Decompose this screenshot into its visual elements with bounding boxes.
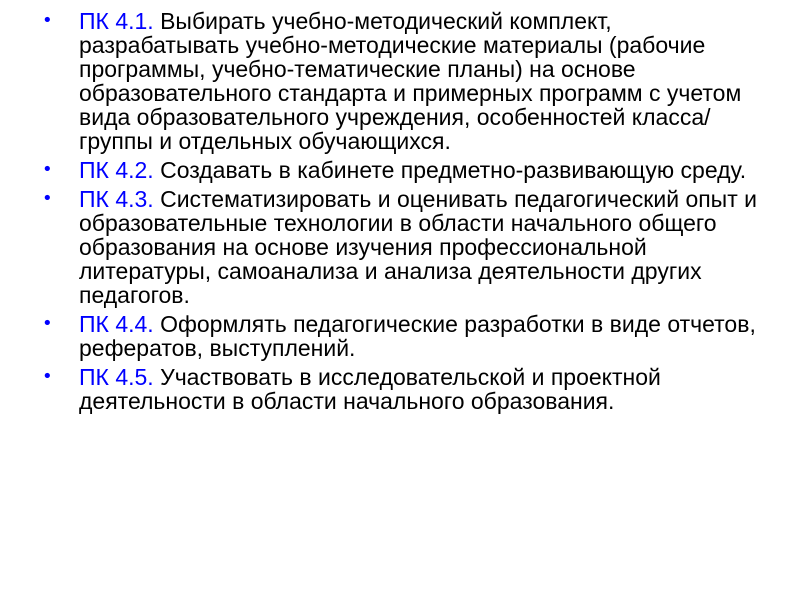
list-item [42, 365, 760, 413]
competency-text: Систематизировать и оценивать педагогический опыт и образовательные технологии в области начального общего образования на основе изучения профессиональной литературы, самоанализа и анализа деятельности других педагогов. [79, 186, 757, 308]
competency-code: ПК 4.3. [79, 186, 154, 212]
bullet-dot-icon: • [42, 188, 53, 209]
competency-list [42, 9, 760, 418]
competency-text: Участвовать в исследовательской и проектной деятельности в области начального образования. [79, 364, 661, 414]
competency-text: Создавать в кабинете предметно-развивающую среду. [153, 157, 747, 183]
list-item [42, 9, 760, 153]
bullet-dot-icon: • [42, 313, 53, 334]
bullet-dot-icon: • [42, 159, 53, 180]
list-item [42, 187, 760, 307]
competency-code: ПК 4.2. [79, 157, 154, 183]
bullet-dot-icon: • [42, 366, 53, 387]
competency-code: ПК 4.4. [79, 311, 154, 337]
competency-text: Оформлять педагогические разработки в виде отчетов, рефератов, выступлений. [79, 311, 756, 361]
competency-text: Выбирать учебно-методический комплект, разрабатывать учебно-методические материалы (рабочие программы, учебно-тематические планы) на основе образовательного стандарта и примерных программ с учетом вида образовательного учреждения, особенностей класса/группы и отдельных обучающихся. [79, 8, 742, 154]
competency-code: ПК 4.5. [79, 364, 154, 390]
list-item [42, 312, 760, 360]
list-item [42, 158, 760, 182]
bullet-dot-icon: • [42, 10, 53, 31]
competency-code: ПК 4.1. [79, 8, 154, 34]
